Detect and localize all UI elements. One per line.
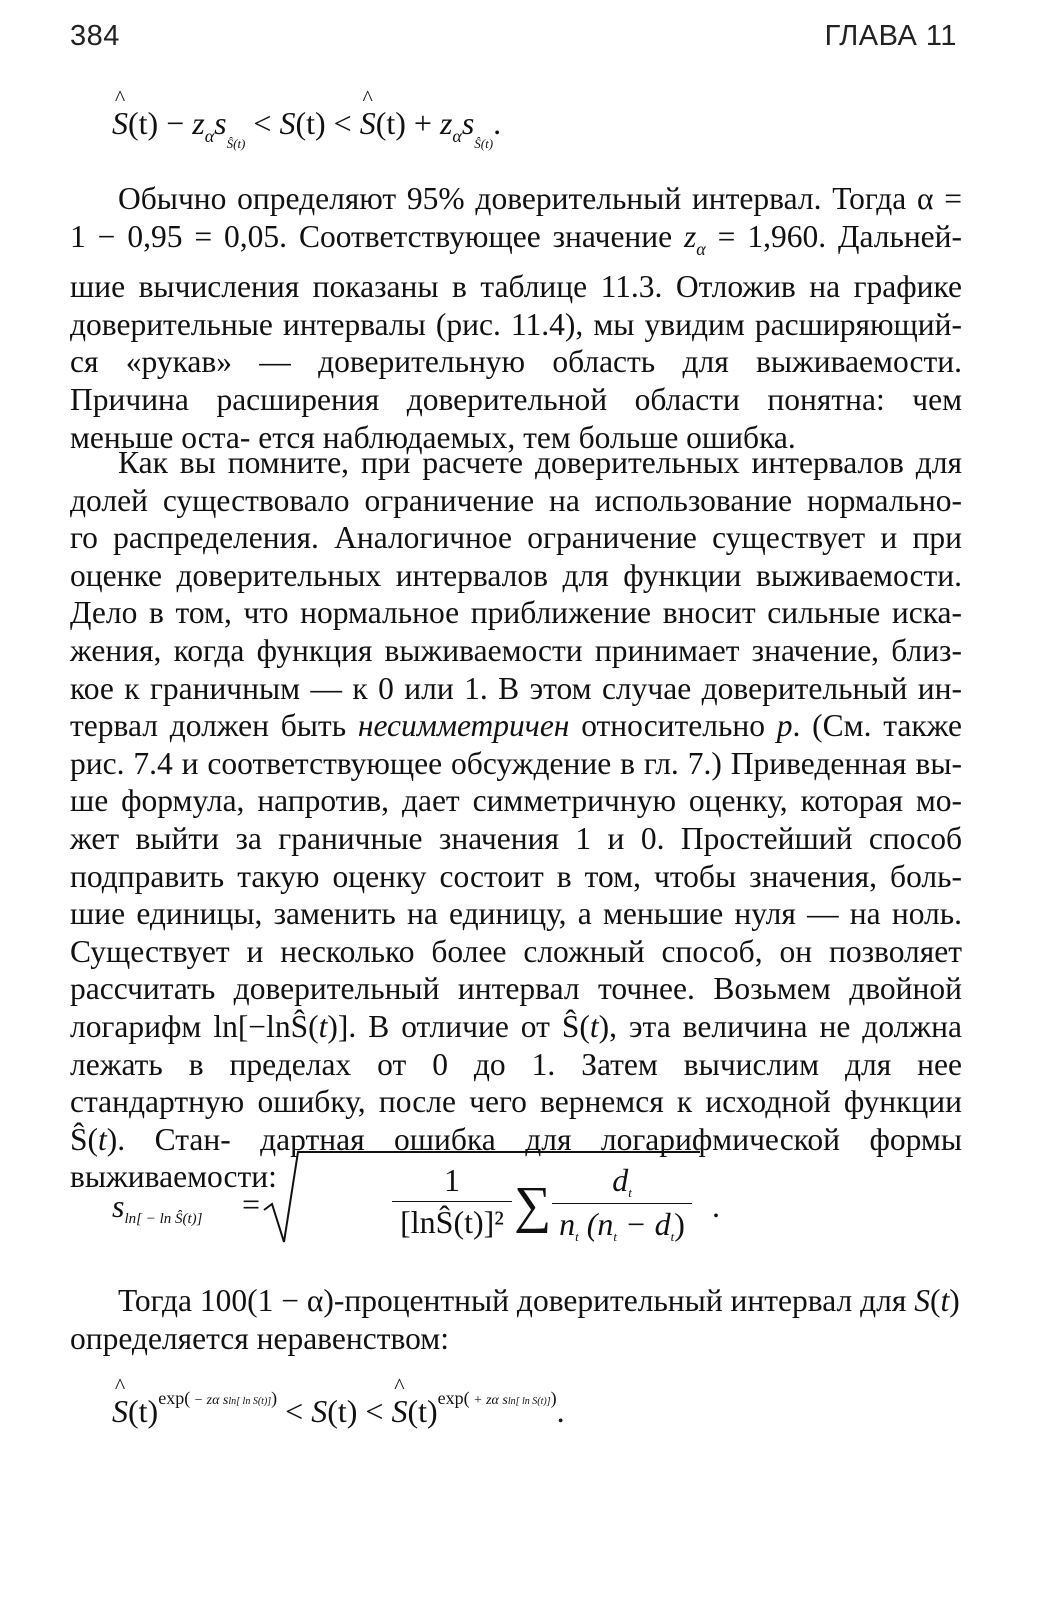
page-number: 384: [70, 20, 120, 52]
text-line: кое к граничным — к 0 или 1. В этом случае доверительный ин-: [70, 670, 962, 706]
formula-ci-t-right: (t): [375, 105, 406, 141]
text-line: рассчитать доверительный интервал точнее. Возьмем двойной: [70, 971, 962, 1007]
text-line: тервал должен быть: [70, 708, 358, 744]
s-symbol: s: [214, 105, 227, 141]
exp-label: exp(: [437, 1388, 470, 1408]
text-line: . (См. также: [792, 708, 962, 744]
t-symbol: t: [940, 1283, 950, 1318]
text-line: Тогда 100(1 − α)-процентный доверительный интервал для: [118, 1283, 915, 1318]
plus-sign: +: [405, 105, 440, 141]
text-line: относительно: [569, 708, 777, 744]
se-subscript: ln[ − ln Ŝ(t)]: [124, 1211, 203, 1227]
period: .: [556, 1393, 565, 1429]
paragraph-1-text: [70, 180, 962, 456]
t-symbol: t: [98, 1121, 107, 1157]
s-symbol: S: [914, 1283, 930, 1318]
fraction-d-over-n: [552, 1162, 692, 1245]
period: .: [712, 1188, 720, 1224]
text-line: ), эта величина не должна: [598, 1008, 962, 1044]
text-line: ошибку, после чего вернемся к исходной функции Ŝ(: [70, 1084, 963, 1157]
alpha-subscript: α: [696, 238, 706, 259]
text-line: шие вычисления показаны в таблице 11.3. Отложив на графике: [70, 269, 962, 305]
text-line: доверительные интервалы (рис. 11.4), мы увидим расширяющий-: [70, 306, 962, 342]
t-subscript: t: [613, 1229, 618, 1244]
formula-ci-t-left: (t): [128, 105, 159, 141]
s-symbol: s: [461, 105, 475, 141]
formula-confidence-interval: [112, 105, 501, 152]
text-line: Обычно определяют 95% доверительный интервал. Тогда: [118, 181, 907, 216]
text-line: Дело в том, что нормальное приближение вносит сильные иска-: [70, 595, 962, 631]
text-line: рис. 7.4 и соответствующее обсуждение в гл. 7.) Приведенная вы-: [70, 745, 962, 781]
close-paren: ): [271, 1388, 278, 1408]
s-hat-left: ^ S: [112, 105, 128, 142]
text-line: ше формула, напротив, дает симметричную оценку, которая мо-: [70, 783, 962, 819]
text-line: α = 1 − 0,95 = 0,05. Соответствующее значение: [70, 181, 963, 254]
text-line: лежать в пределах от 0 до 1. Затем вычислим для нее стандартную: [70, 1046, 962, 1120]
exp-label: exp(: [158, 1388, 191, 1408]
text-line: жет выйти за граничные значения 1 и 0. Простейший способ: [70, 820, 962, 856]
n-symbol: (n: [578, 1206, 614, 1242]
p-symbol: p: [776, 708, 793, 744]
t-symbol: t: [318, 1008, 328, 1044]
chapter-heading: ГЛАВА 11: [824, 20, 957, 52]
paragraph-3: [70, 1282, 962, 1357]
s-subscript: Ŝ(t): [226, 136, 246, 151]
minus-sign: −: [158, 105, 193, 141]
text-line: оценке доверительных интервалов для функции выживаемости.: [70, 557, 962, 593]
paragraph-2-text: [70, 444, 962, 1196]
paragraph-2: [70, 444, 962, 1196]
text-line: подправить такую оценку состоит в том, чтобы значения, боль-: [70, 858, 962, 894]
text-line: жения, когда функция выживаемости принимает значение, близ-: [70, 632, 962, 668]
z-symbol: z: [192, 105, 205, 141]
alpha-subscript: α: [204, 126, 215, 146]
text-line: ). Стан-: [106, 1121, 231, 1157]
z-symbol: z: [684, 218, 697, 254]
paragraph-1: [70, 180, 962, 456]
s-hat-left: ^ S: [112, 1393, 128, 1430]
formula-ci-t-mid: (t): [295, 105, 326, 141]
period: .: [493, 105, 502, 141]
d-symbol: d: [612, 1162, 629, 1198]
close-paren: ): [550, 1388, 557, 1408]
text-line: ется наблюдаемых, тем больше ошибка.: [258, 419, 796, 455]
formula-exp-t-left: (t): [128, 1393, 159, 1429]
denominator-ln-squared: [lnŜ(t)]²: [400, 1204, 504, 1240]
n-symbol: n: [559, 1206, 576, 1242]
t-subscript: t: [575, 1229, 579, 1244]
alpha-subscript: α: [452, 126, 462, 146]
exp-subscript: ln[ ln S(t)]: [228, 1396, 272, 1407]
s-symbol: s: [112, 1188, 125, 1224]
t-subscript: t: [670, 1229, 675, 1244]
numerator-d: [552, 1162, 692, 1204]
close-paren: ): [949, 1283, 960, 1318]
text-line: Как вы помните, при расчете доверительных интервалов для: [118, 445, 962, 480]
t-subscript: t: [628, 1185, 632, 1200]
formula-exp-t-right: (t): [407, 1393, 438, 1429]
text-line: расширения доверительной области понятна: чем меньше оста-: [70, 381, 963, 455]
text-line: ся «рукав» — доверительную область для выживаемости. Причина: [70, 344, 962, 417]
exponent-lower: [158, 1388, 277, 1408]
fraction-one: [392, 1162, 512, 1241]
less-than: <: [245, 105, 280, 141]
paragraph-3-text: [70, 1282, 962, 1320]
text-line: определяется неравенством:: [70, 1320, 449, 1356]
text-line: го распределения. Аналогичное ограничение существует и при: [70, 520, 962, 556]
formula-exp-interval: [112, 1388, 565, 1430]
less-than: <: [277, 1393, 312, 1429]
exp-subscript: ln[ ln S(t)]: [507, 1396, 551, 1407]
denominator-n: [552, 1204, 692, 1245]
s-hat-right: ^ S: [360, 105, 376, 142]
t-symbol: t: [589, 1008, 599, 1044]
s-subscript: Ŝ(t): [474, 136, 494, 151]
sum-icon: ∑: [514, 1177, 552, 1234]
open-paren: (: [929, 1283, 941, 1318]
s-hat-right: ^ S: [391, 1393, 407, 1430]
formula-exp-t-mid: (t): [327, 1393, 358, 1429]
d-symbol: − d: [617, 1206, 671, 1242]
s-true: S: [311, 1393, 328, 1429]
equals-sign: =: [242, 1186, 261, 1222]
less-than: <: [357, 1393, 392, 1429]
s-true: S: [279, 105, 296, 141]
text-line: дартная ошибка для логарифмической формы выживаемости:: [70, 1121, 962, 1195]
text-line: )]. В отличие от Ŝ(: [327, 1008, 590, 1044]
z-symbol: z: [439, 105, 453, 141]
exponent-upper: [438, 1388, 557, 1408]
text-line: шие единицы, заменить на единицу, а меньшие нуля — на ноль.: [70, 896, 962, 932]
text-line: долей существовало ограничение на использование нормально-: [70, 482, 962, 518]
text-line: Существует и несколько более сложный способ, он позволяет: [70, 933, 962, 969]
exp-inner: − zα s: [190, 1393, 229, 1408]
numerator-one: 1: [392, 1162, 512, 1202]
close-paren: ): [674, 1206, 685, 1242]
paragraph-3-text-cont: [70, 1320, 962, 1358]
less-than: <: [325, 105, 360, 141]
text-line: = 1,960. Дальней-: [705, 218, 963, 254]
text-line: логарифм ln[−lnŜ(: [70, 1008, 319, 1044]
emphasis-asymmetric: несимметричен: [357, 708, 570, 744]
exp-inner: + zα s: [469, 1393, 508, 1408]
